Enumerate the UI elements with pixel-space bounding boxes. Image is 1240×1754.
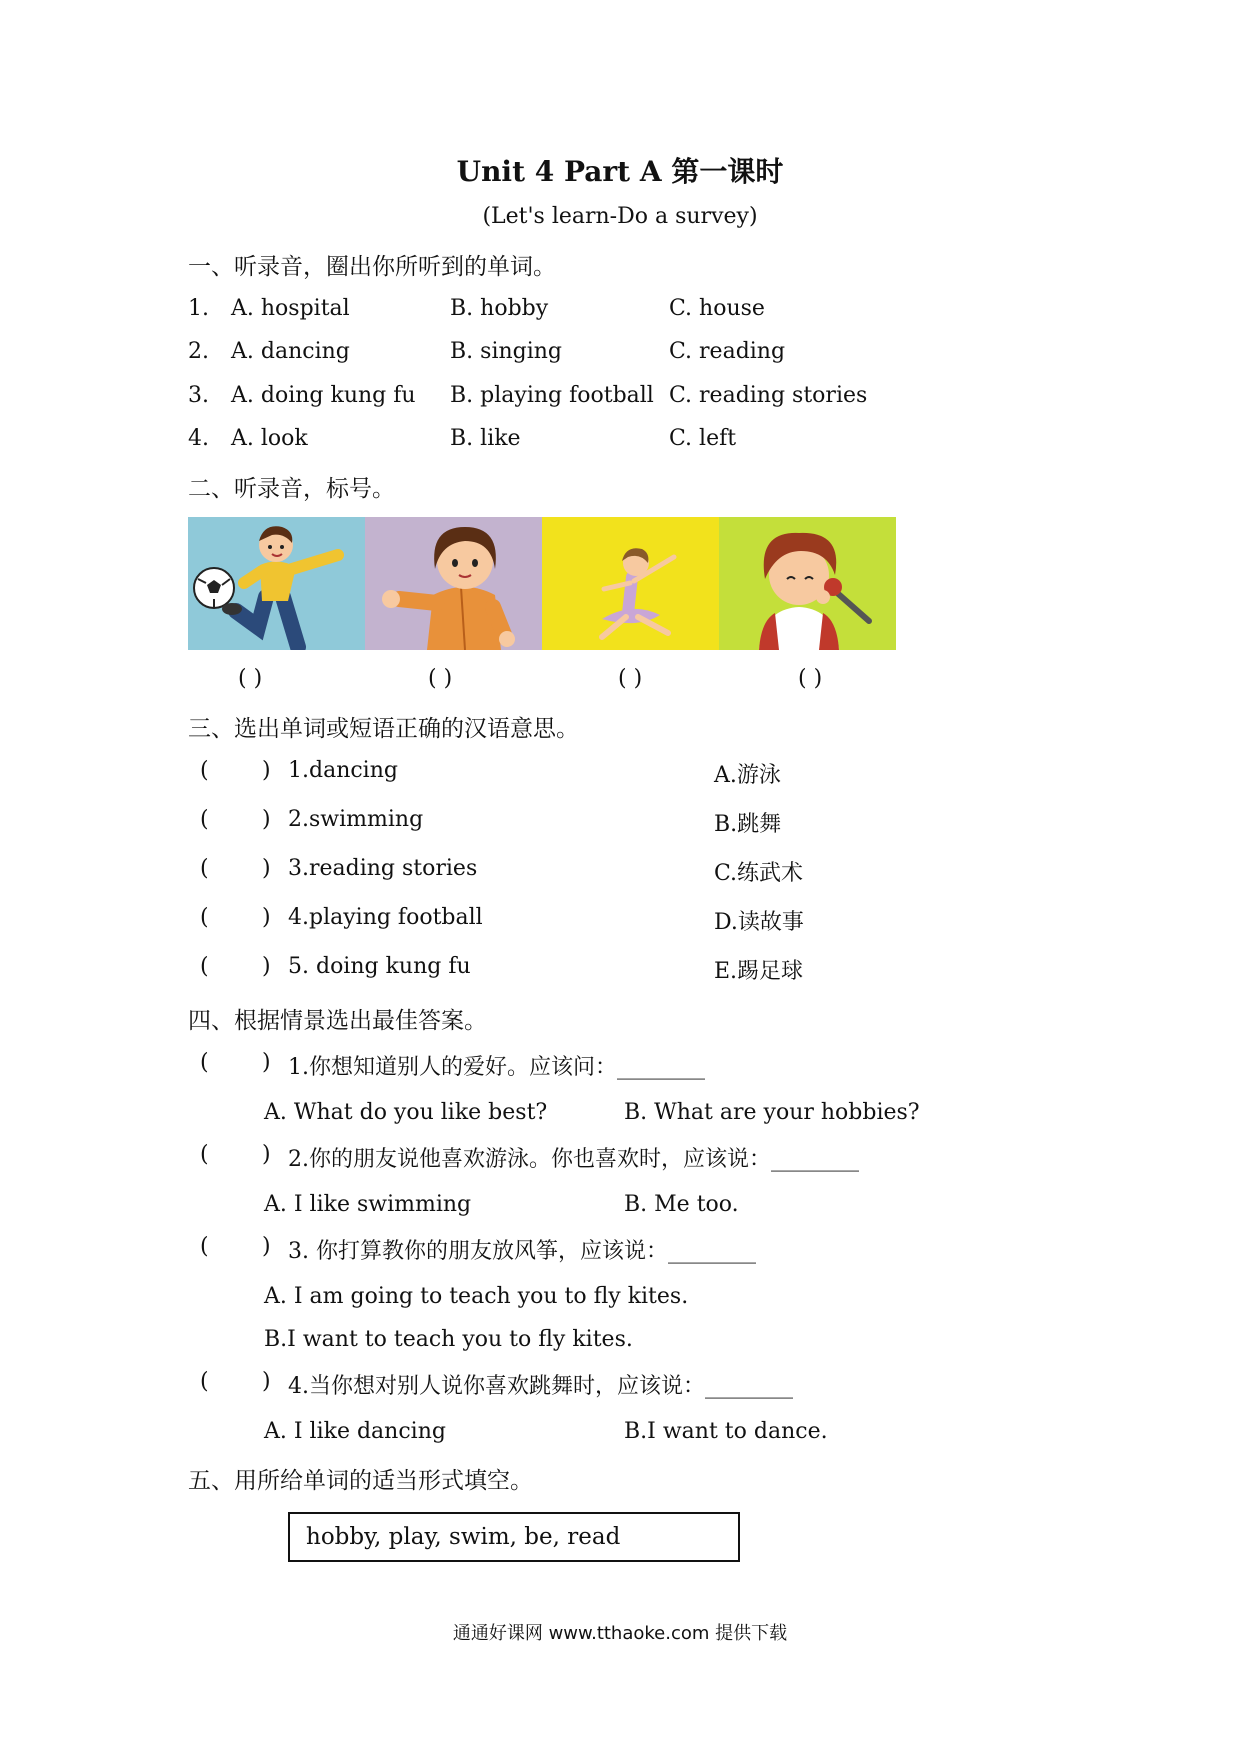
section2-heading: 二、听录音，标号。 [188,476,395,502]
option-a: A. dancing [231,339,350,364]
option-b: B.I want to dance. [624,1419,828,1444]
option-c: C. house [669,296,765,321]
answer-open-paren[interactable]: ( [200,807,209,832]
item-number: 1. [188,296,209,321]
vocab-meaning: D.读故事 [714,910,804,935]
option-a: A. look [231,426,308,451]
vocab-word: 5. doing kung fu [288,954,471,979]
answer-close-paren: ) [262,905,271,930]
item-number: 3. [188,383,209,408]
answer-close-paren: ) [262,758,271,783]
answer-blank[interactable]: ( ) [238,666,263,691]
answer-open-paren[interactable]: ( [200,954,209,979]
vocab-word: 4.playing football [288,905,483,930]
section3-heading: 三、选出单词或短语正确的汉语意思。 [188,716,579,742]
answer-open-paren[interactable]: ( [200,1050,209,1075]
item-number: 2. [188,339,209,364]
word-bank-box [288,1512,740,1562]
option-b: B.I want to teach you to fly kites. [264,1327,633,1352]
vocab-meaning: B.跳舞 [714,812,782,837]
footer-text: 通通好课网 www.tthaoke.com 提供下载 [452,1623,788,1644]
answer-close-paren: ) [262,1050,271,1075]
section1-heading: 一、听录音，圈出你所听到的单词。 [188,254,556,280]
option-c: C. reading [669,339,786,364]
answer-blank[interactable]: ( ) [428,666,453,691]
page-subtitle: (Let's learn-Do a survey) [482,204,758,229]
vocab-meaning: E.踢足球 [714,959,804,984]
option-a: A. What do you like best? [264,1100,548,1125]
option-b: B. singing [450,339,563,364]
answer-close-paren: ) [262,856,271,881]
singing-girl-icon [719,517,896,650]
soccer-boy-icon [188,517,365,650]
option-c: C. left [669,426,737,451]
page-title: Unit 4 Part A 第一课时 [456,155,784,188]
answer-blank[interactable]: ( ) [798,666,823,691]
item-number: 4. [188,426,209,451]
vocab-meaning: A.游泳 [714,763,781,788]
kung-fu-girl-icon [365,517,542,650]
vocab-word: 1.dancing [288,758,398,783]
answer-blank[interactable]: ( ) [618,666,643,691]
section4-heading: 四、根据情景选出最佳答案。 [188,1008,487,1034]
question-text: 1.你想知道别人的爱好。应该问：________ [288,1055,705,1080]
word-bank: hobby, play, swim, be, read [306,1524,621,1550]
answer-close-paren: ) [262,807,271,832]
question-text: 2.你的朋友说他喜欢游泳。你也喜欢时，应该说：________ [288,1147,859,1172]
question-text: 4.当你想对别人说你喜欢跳舞时，应该说：________ [288,1374,793,1399]
option-a: A. I like dancing [264,1419,446,1444]
answer-open-paren[interactable]: ( [200,758,209,783]
answer-open-paren[interactable]: ( [200,905,209,930]
answer-close-paren: ) [262,1369,271,1394]
answer-close-paren: ) [262,1142,271,1167]
option-b: B. playing football [450,383,654,408]
section5-heading: 五、用所给单词的适当形式填空。 [188,1468,533,1494]
option-b: B. Me too. [624,1192,739,1217]
answer-close-paren: ) [262,954,271,979]
option-c: C. reading stories [669,383,868,408]
option-a: A. hospital [231,296,350,321]
option-a: A. I like swimming [264,1192,472,1217]
option-a: A. I am going to teach you to fly kites. [264,1284,689,1309]
answer-open-paren[interactable]: ( [200,1369,209,1394]
option-b: B. like [450,426,521,451]
question-text: 3. 你打算教你的朋友放风筝，应该说：________ [288,1239,756,1264]
ballet-girl-icon [542,517,719,650]
answer-close-paren: ) [262,1234,271,1259]
option-b: B. hobby [450,296,549,321]
option-a: A. doing kung fu [231,383,416,408]
option-b: B. What are your hobbies? [624,1100,920,1125]
answer-open-paren[interactable]: ( [200,856,209,881]
vocab-meaning: C.练武术 [714,861,804,886]
answer-open-paren[interactable]: ( [200,1234,209,1259]
answer-open-paren[interactable]: ( [200,1142,209,1167]
vocab-word: 2.swimming [288,807,424,832]
vocab-word: 3.reading stories [288,856,478,881]
